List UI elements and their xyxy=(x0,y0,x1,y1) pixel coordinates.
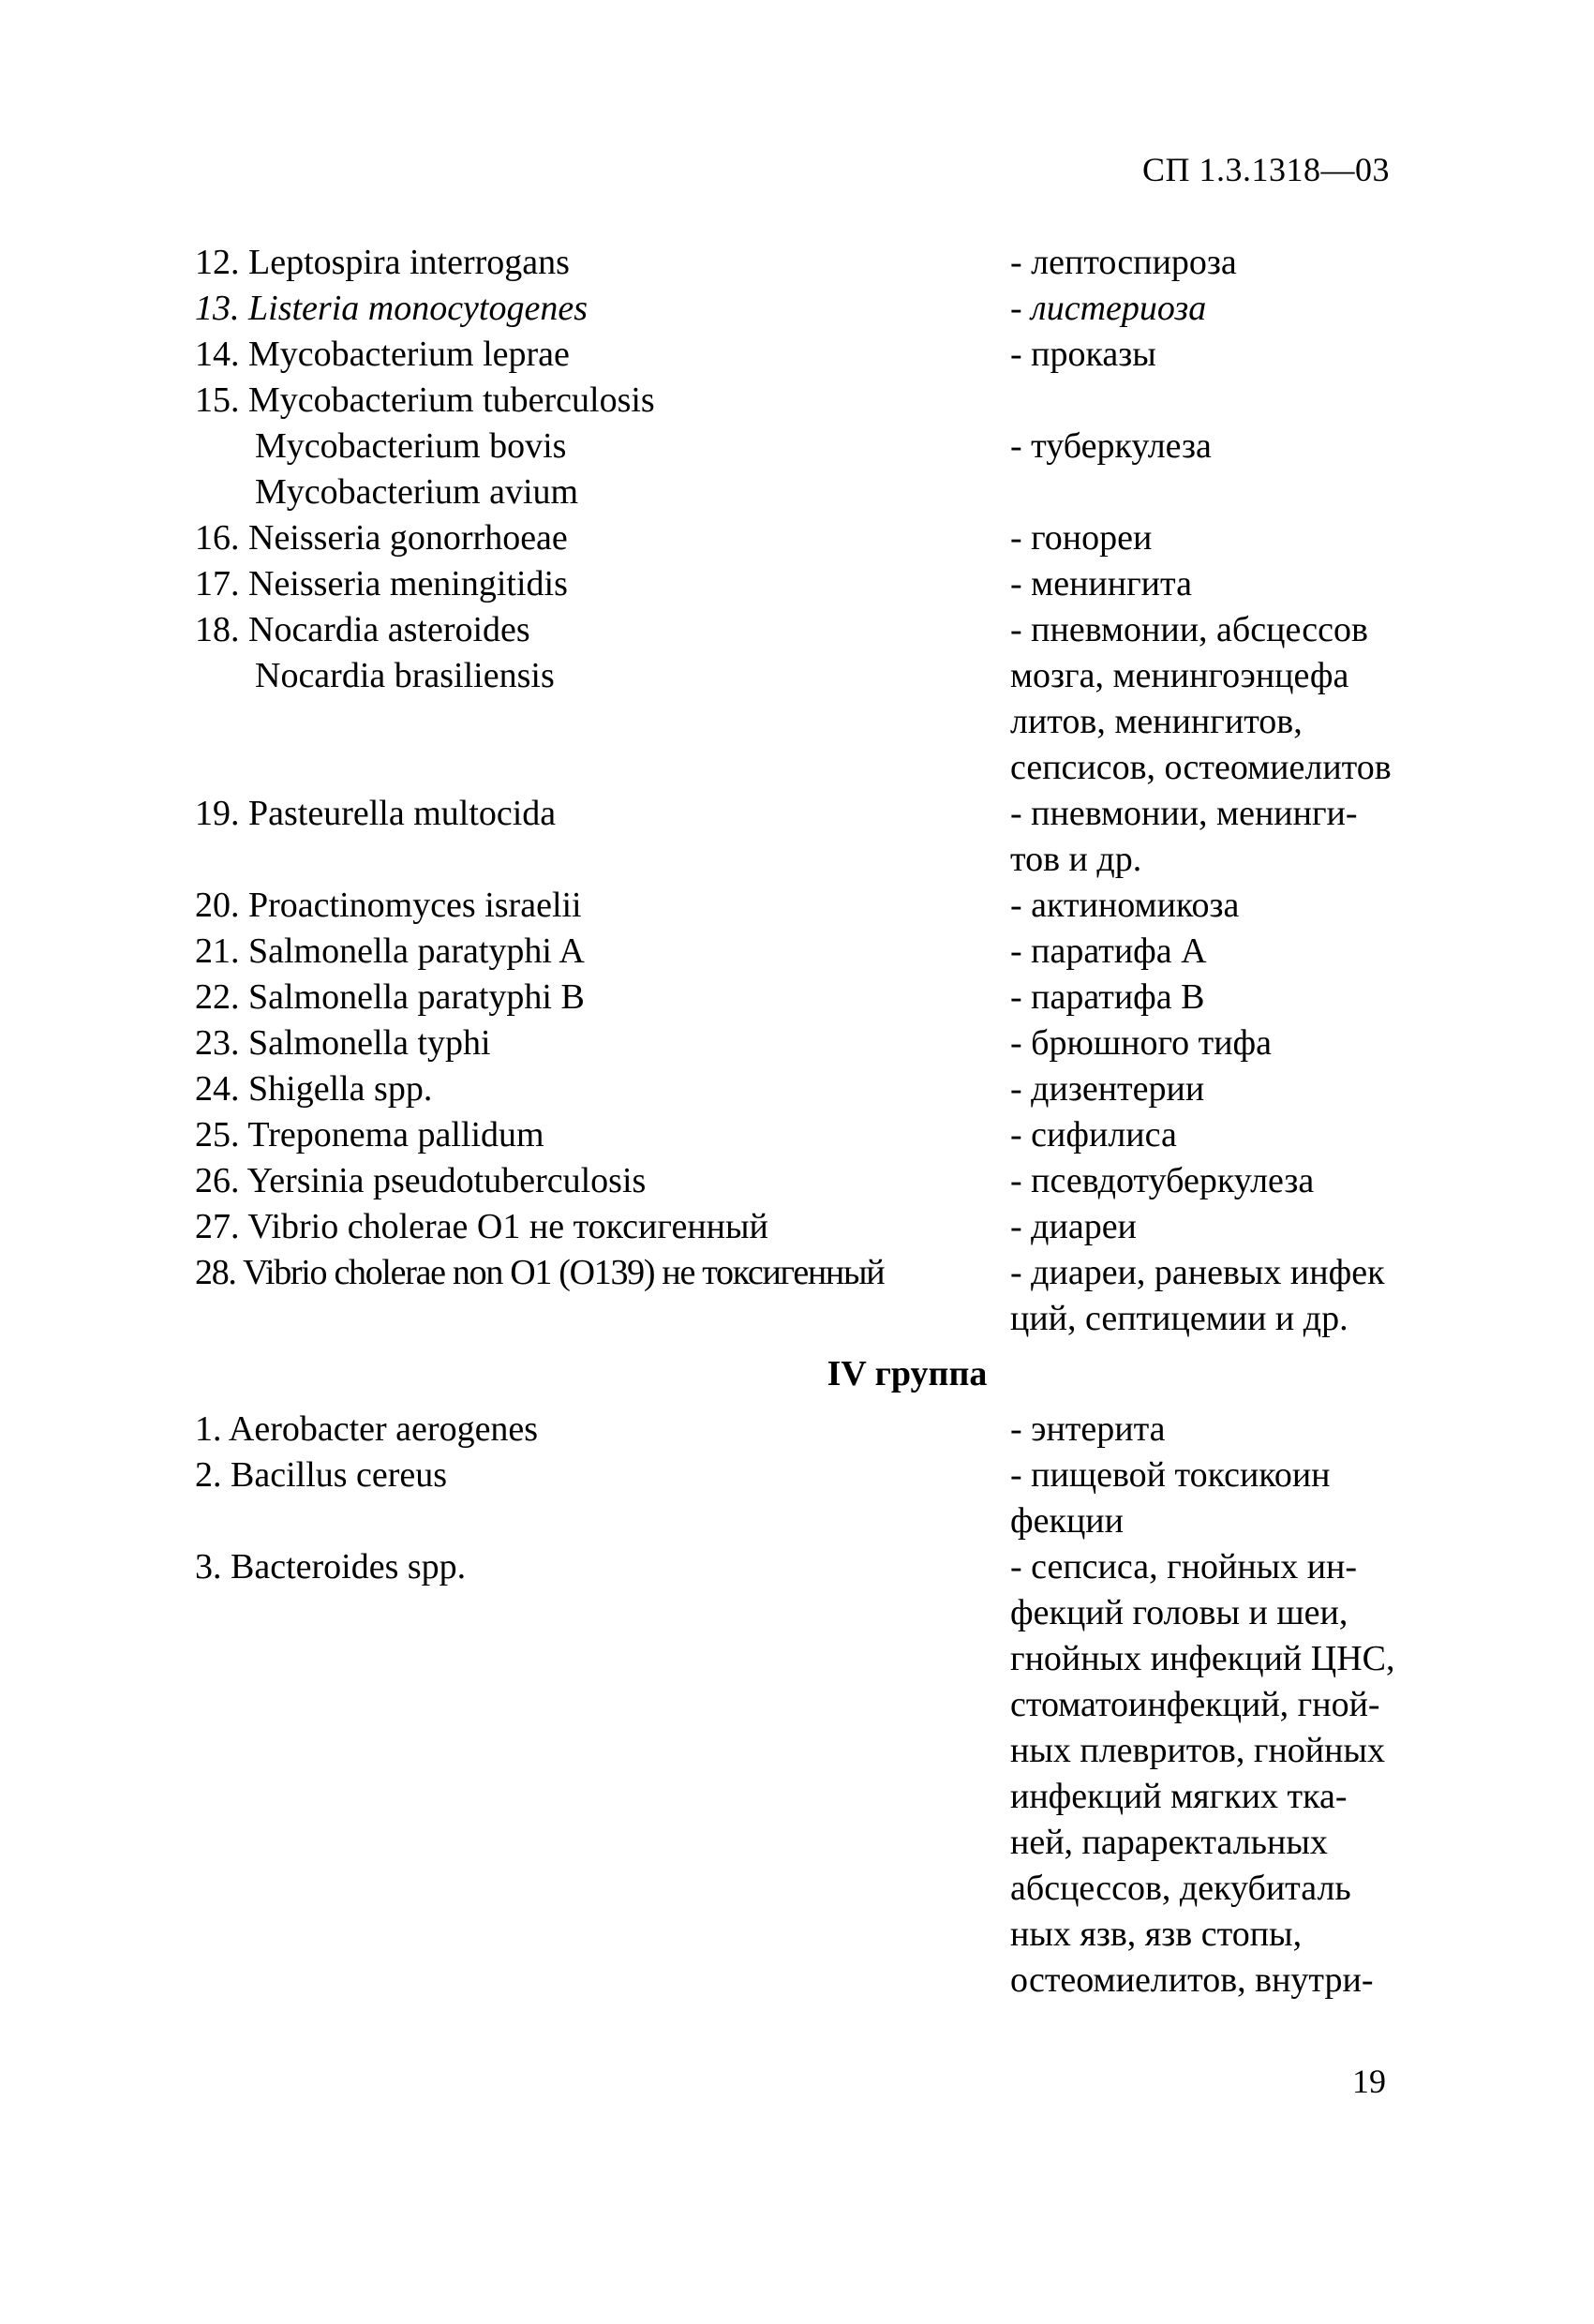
organism-name xyxy=(195,1544,1001,1590)
disease-line: гнойных инфекций ЦНС, xyxy=(1010,1639,1395,1678)
disease-line: - диареи xyxy=(1010,1207,1137,1246)
disease-line: - паратифа А xyxy=(1010,931,1207,971)
disease-line: - сепсиса, гнойных ин- xyxy=(1010,1547,1358,1587)
organism-name xyxy=(195,240,1001,286)
organism-line: 16. Neisseria gonorrhoeae xyxy=(195,518,568,558)
list-item xyxy=(195,1204,1413,1250)
disease-line: - брюшного тифа xyxy=(1010,1023,1273,1063)
organism-line: 26. Yersinia pseudotuberculosis xyxy=(195,1161,647,1200)
disease-name xyxy=(1010,607,1423,791)
disease-line: мозга, менингоэнцефа xyxy=(1010,656,1349,695)
disease-line: инфекций мягких тка- xyxy=(1010,1777,1348,1816)
organism-line: 20. Proactinomyces israelii xyxy=(195,886,582,925)
disease-line: - актиномикоза xyxy=(1010,886,1240,925)
disease-name xyxy=(1010,286,1423,332)
organism-line: 17. Neisseria meningitidis xyxy=(195,564,568,603)
disease-line: сепсисов, остеомиелитов xyxy=(1010,748,1392,787)
disease-line: ций, септицемии и др. xyxy=(1010,1299,1348,1338)
list-item xyxy=(195,378,1413,515)
disease-name xyxy=(1010,1250,1423,1342)
organism-line: 2. Bacillus cereus xyxy=(195,1455,448,1495)
list-item xyxy=(195,1407,1413,1452)
organism-line: 28. Vibrio cholerae non O1 (O139) не токсигенный xyxy=(195,1253,885,1292)
disease-name xyxy=(1010,1066,1423,1112)
organism-line: 12. Leptospira interrogans xyxy=(195,243,570,282)
list-item xyxy=(195,240,1413,286)
disease-line: - гонореи xyxy=(1010,518,1153,558)
disease-name xyxy=(1010,561,1423,607)
organism-line: 25. Treponema pallidum xyxy=(195,1115,544,1155)
list-item xyxy=(195,607,1413,791)
disease-line: - менингита xyxy=(1010,564,1192,603)
organism-name xyxy=(195,929,1001,975)
disease-line: - паратифа В xyxy=(1010,977,1205,1017)
list-item xyxy=(195,515,1413,561)
organism-name xyxy=(195,1407,1001,1452)
disease-line xyxy=(1010,378,1423,424)
disease-name xyxy=(1010,1020,1423,1066)
organism-name xyxy=(195,1452,1001,1498)
disease-name xyxy=(1010,791,1423,883)
organism-name xyxy=(195,1112,1001,1158)
organism-line: 23. Salmonella typhi xyxy=(195,1023,491,1063)
list-item xyxy=(195,1112,1413,1158)
organism-line: 14. Mycobacterium leprae xyxy=(195,335,570,374)
disease-name xyxy=(1010,929,1423,975)
organism-name xyxy=(195,1020,1001,1066)
disease-line: - лептоспироза xyxy=(1010,243,1237,282)
organism-line: 19. Pasteurella multocida xyxy=(195,794,557,833)
organism-line-continued: Mycobacterium avium xyxy=(255,472,579,512)
disease-line: остеомиелитов, внутри- xyxy=(1010,1960,1374,2000)
disease-line: - туберкулеза xyxy=(1010,426,1212,466)
list-item xyxy=(195,975,1413,1020)
organism-line: 13. Listeria monocytogenes xyxy=(195,289,588,328)
disease-line: ных язв, язв стопы, xyxy=(1010,1914,1303,1954)
disease-name xyxy=(1010,1158,1423,1204)
list-item xyxy=(195,929,1413,975)
list-item xyxy=(195,1452,1413,1544)
organism-name xyxy=(195,1158,1001,1204)
disease-name xyxy=(1010,332,1423,378)
group-heading: IV группа xyxy=(827,1354,988,1393)
organism-name xyxy=(195,1066,1001,1112)
disease-line: абсцессов, декубиталь xyxy=(1010,1869,1351,1908)
organism-line: 21. Salmonella paratyphi A xyxy=(195,931,585,971)
disease-name xyxy=(1010,515,1423,561)
disease-name xyxy=(1010,975,1423,1020)
disease-line: - энтерита xyxy=(1010,1409,1166,1449)
disease-line: литов, менингитов, xyxy=(1010,702,1303,741)
list-item xyxy=(195,1544,1413,2004)
disease-line: фекции xyxy=(1010,1501,1124,1541)
list-item xyxy=(195,286,1413,332)
organism-line: 22. Salmonella paratyphi B xyxy=(195,977,585,1017)
disease-line: стоматоинфекций, гной- xyxy=(1010,1685,1380,1724)
list-item xyxy=(195,1250,1413,1342)
disease-name xyxy=(1010,1452,1423,1544)
disease-name xyxy=(1010,240,1423,286)
organism-line: 24. Shigella spp. xyxy=(195,1069,433,1109)
list-item xyxy=(195,561,1413,607)
list-item xyxy=(195,883,1413,929)
list-item xyxy=(195,332,1413,378)
organism-name xyxy=(195,1204,1001,1250)
disease-name xyxy=(1010,1544,1423,2004)
organism-line-continued: Mycobacterium bovis xyxy=(255,426,567,466)
disease-line: - дизентерии xyxy=(1010,1069,1205,1109)
disease-name xyxy=(1010,1112,1423,1158)
page-number: 19 xyxy=(1352,2063,1386,2100)
disease-name xyxy=(1010,883,1423,929)
disease-line: - проказы xyxy=(1010,335,1156,374)
disease-line: ней, параректальных xyxy=(1010,1823,1328,1862)
disease-line: ных плевритов, гнойных xyxy=(1010,1731,1385,1770)
organism-name xyxy=(195,975,1001,1020)
organism-name xyxy=(195,561,1001,607)
disease-name xyxy=(1010,378,1423,469)
disease-line: тов и др. xyxy=(1010,840,1142,879)
organism-name xyxy=(195,1250,1001,1296)
organism-line: 3. Bacteroides spp. xyxy=(195,1547,467,1587)
organism-line: 18. Nocardia asteroides xyxy=(195,610,530,649)
disease-line: - листериоза xyxy=(1010,289,1207,328)
list-item xyxy=(195,1158,1413,1204)
list-item xyxy=(195,1020,1413,1066)
organism-line: 15. Mycobacterium tuberculosis xyxy=(195,380,655,420)
disease-line: - пищевой токсикоин xyxy=(1010,1455,1331,1495)
organism-name xyxy=(195,607,1001,699)
organism-line: 1. Aerobacter aerogenes xyxy=(195,1409,539,1449)
organism-name xyxy=(195,883,1001,929)
organism-name xyxy=(195,515,1001,561)
disease-line: - пневмонии, менинги- xyxy=(1010,794,1358,833)
organism-name xyxy=(195,332,1001,378)
disease-line: - псевдотуберкулеза xyxy=(1010,1161,1315,1200)
organism-line: 27. Vibrio cholerae O1 не токсигенный xyxy=(195,1207,768,1246)
list-item xyxy=(195,1066,1413,1112)
organism-name xyxy=(195,791,1001,837)
organism-name xyxy=(195,286,1001,332)
list-item xyxy=(195,791,1413,883)
disease-name xyxy=(1010,1407,1423,1452)
organism-name xyxy=(195,378,1001,515)
organism-line-continued: Nocardia brasiliensis xyxy=(255,656,555,695)
disease-line: - пневмонии, абсцессов xyxy=(1010,610,1368,649)
disease-line: фекций головы и шеи, xyxy=(1010,1593,1348,1632)
disease-line: - сифилиса xyxy=(1010,1115,1177,1155)
document-code: СП 1.3.1318—03 xyxy=(1141,151,1390,188)
disease-name xyxy=(1010,1204,1423,1250)
disease-line: - диареи, раневых инфек xyxy=(1010,1253,1385,1292)
